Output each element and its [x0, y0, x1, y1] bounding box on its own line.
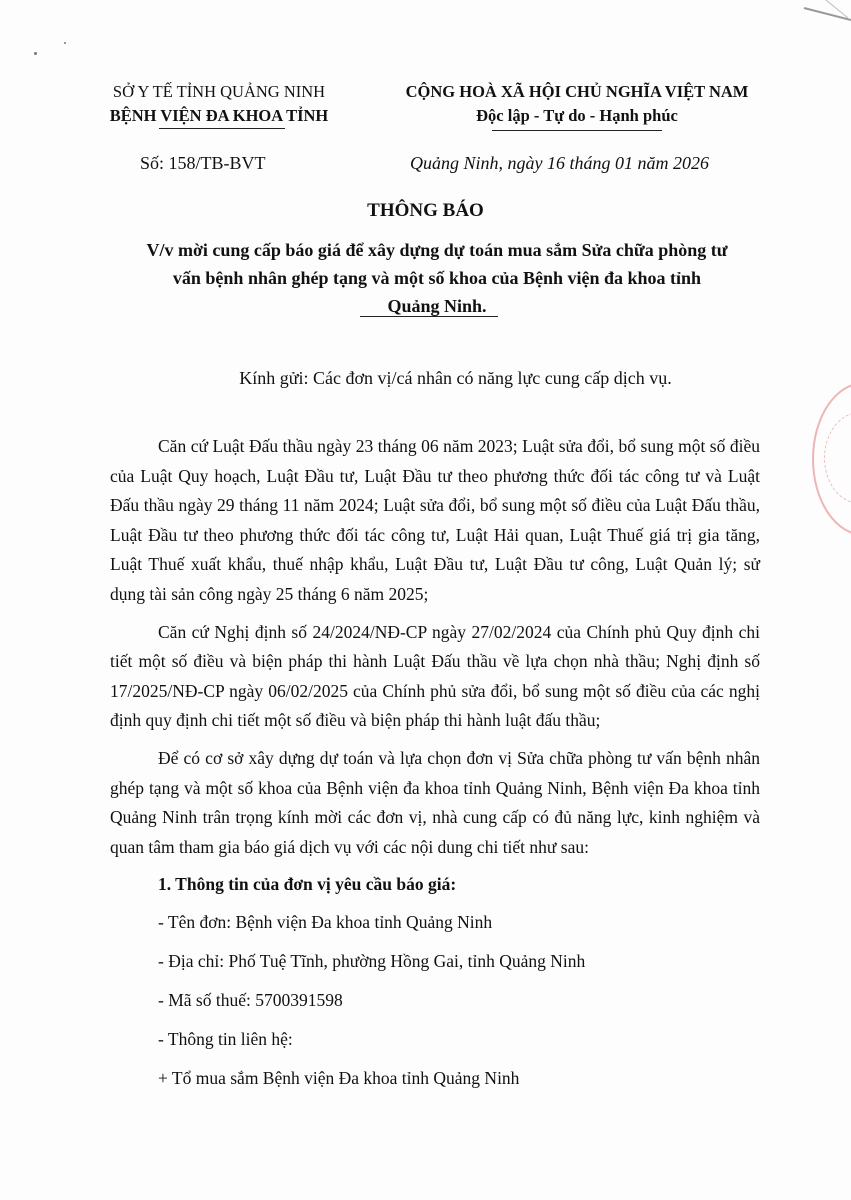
issuer-block — [74, 80, 364, 128]
section-heading: 1. Thông tin của đơn vị yêu cầu báo giá: — [158, 874, 457, 895]
info-item: - Địa chỉ: Phố Tuệ Tĩnh, phường Hồng Gai, tỉnh Quảng Ninh — [158, 951, 586, 971]
info-item: - Thông tin liên hệ: — [158, 1029, 293, 1050]
scan-speck — [34, 52, 37, 55]
document-body — [110, 432, 760, 1103]
issuer-underline — [159, 128, 285, 129]
recipient-line: Kính gửi: Các đơn vị/cá nhân có năng lực cung cấp dịch vụ. — [239, 368, 672, 388]
issuer-parent: SỞ Y TẾ TỈNH QUẢNG NINH — [112, 82, 326, 101]
document-subject — [92, 236, 782, 320]
motto: Độc lập - Tự do - Hạnh phúc — [476, 106, 678, 125]
document-number: Số: 158/TB-BVT — [140, 153, 266, 173]
legal-basis-paragraph: Căn cứ Luật Đấu thầu ngày 23 tháng 06 năm 2023; Luật sửa đổi, bổ sung một số điều của Luật Quy hoạch, Luật Đầu tư, Luật Đầu tư theo phương thức đối tác công tư và Luật Đấu thầu ngày 29 tháng 11 năm 2024; Luật sửa đổi, bổ sung một số điều của Luật Đấu thầu, Luật Đầu tư theo phương thức đối tác công tư, Luật Hải quan, Luật Thuế giá trị gia tăng, Luật Thuế xuất khẩu, thuế nhập khẩu, Luật Đầu tư, Luật Đầu tư công, Luật Quản lý; sử dụng tài sản công ngày 25 tháng 6 năm 2025; — [110, 436, 760, 604]
issuer-name: BỆNH VIỆN ĐA KHOA TỈNH — [109, 106, 329, 125]
scan-speck — [64, 42, 66, 44]
date-place: Quảng Ninh, ngày 16 tháng 01 năm 2026 — [410, 153, 709, 173]
folded-corner-mark — [796, 0, 851, 40]
country-name: CỘNG HOÀ XÃ HỘI CHỦ NGHĨA VIỆT NAM — [405, 82, 749, 101]
document-title: THÔNG BÁO — [367, 200, 484, 221]
info-item: + Tổ mua sắm Bệnh viện Đa khoa tỉnh Quảng Ninh — [158, 1068, 520, 1089]
info-item: - Mã số thuế: 5700391598 — [158, 990, 343, 1011]
subject-line: vấn bệnh nhân ghép tạng và một số khoa của Bệnh viện đa khoa tỉnh — [172, 268, 702, 288]
purpose-paragraph: Để có cơ sở xây dựng dự toán và lựa chọn đơn vị Sửa chữa phòng tư vấn bệnh nhân ghép tạng và một số khoa của Bệnh viện đa khoa tỉnh Quảng Ninh, Bệnh viện Đa khoa tỉnh Quảng Ninh trân trọng kính mời các đơn vị, nhà cung cấp có đủ năng lực, kinh nghiệm và quan tâm tham gia báo giá dịch vụ với các nội dung chi tiết như sau: — [110, 747, 760, 857]
info-item: - Tên đơn: Bệnh viện Đa khoa tỉnh Quảng Ninh — [158, 911, 493, 932]
national-motto-block — [368, 80, 786, 128]
motto-underline — [492, 130, 662, 131]
subject-line: Quảng Ninh. — [387, 296, 487, 316]
subject-line: V/v mời cung cấp báo giá để xây dựng dự toán mua sắm Sửa chữa phòng tư — [146, 240, 728, 260]
subject-underline — [360, 316, 498, 317]
legal-basis-paragraph: Căn cứ Nghị định số 24/2024/NĐ-CP ngày 27/02/2024 của Chính phủ Quy định chi tiết một số điều và biện pháp thi hành Luật Đấu thầu về lựa chọn nhà thầu; Nghị định số 17/2025/NĐ-CP ngày 06/02/2025 của Chính phủ sửa đổi, bổ sung một số điều của các nghị định quy định chi tiết một số điều và biện pháp thi hành luật đấu thầu; — [110, 621, 760, 731]
